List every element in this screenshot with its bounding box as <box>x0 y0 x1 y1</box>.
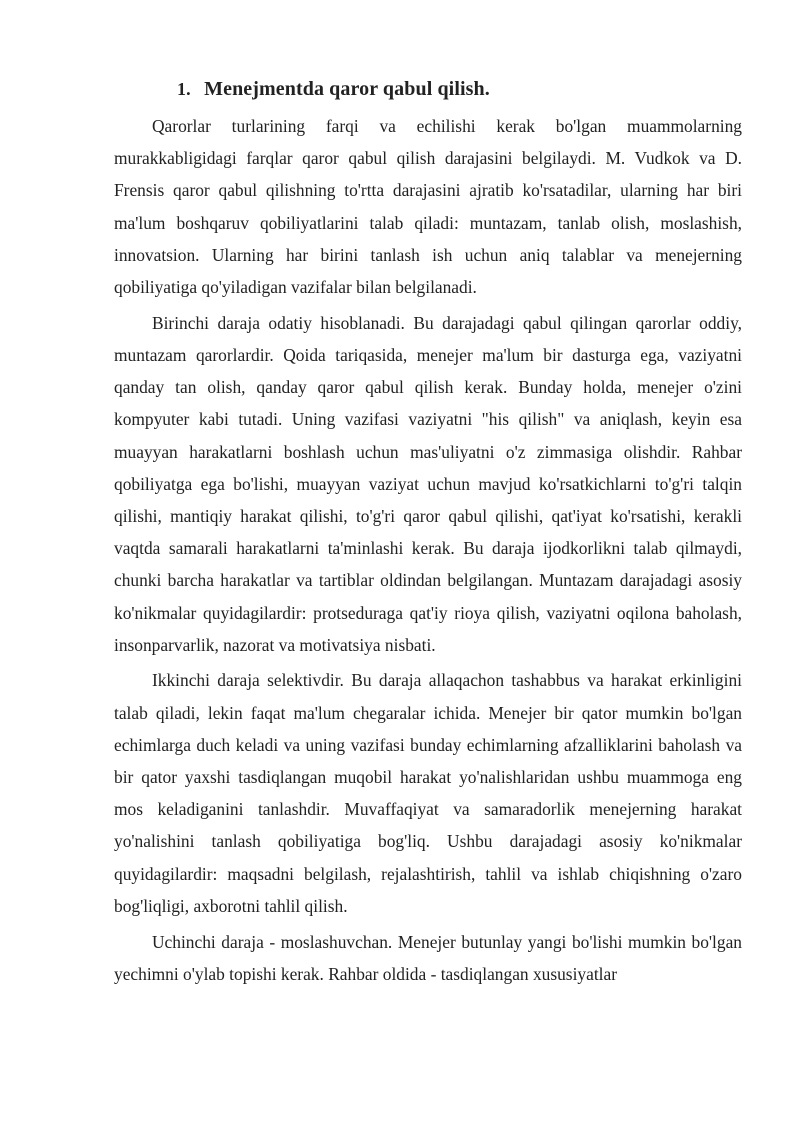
section-number: 1. <box>177 79 191 99</box>
paragraph-second-level: Ikkinchi daraja selektivdir. Bu daraja allaqachon tashabbus va harakat erkinligini talab qiladi, lekin faqat ma'lum chegaralar ichida. Menejer bir qator mumkin bo'lgan echimlarga duch keladi va uning vazifasi bunday echimlarning afzalliklarini baholash va bir qator yaxshi tasdiqlangan muqobil harakat yo'nalishlaridan ushbu muammoga eng mos keladiganini tanlashdir. Muvaffaqiyat va samaradorlik menejerning harakat yo'nalishini tanlash qobiliyatiga bog'liq. Ushbu darajadagi asosiy ko'nikmalar quyidagilardir: maqsadni belgilash, rejalashtirish, tahlil va ishlab chiqishning o'zaro bog'liqligi, axborotni tahlil qilish. <box>114 670 742 916</box>
paragraph-decision-levels: Qarorlar turlarining farqi va echilishi kerak bo'lgan muammolarning murakkabligidagi farqlar qaror qabul qilish darajasini belgilaydi. M. Vudkok va D. Frensis qaror qabul qilishning to'rtta darajasini ajratib ko'rsatadilar, ularning har biri ma'lum boshqaruv qobiliyatlarini talab qiladi: muntazam, tanlab olish, moslashish, innovatsion. Ularning har birini tanlash ish uchun aniq talablar va menejerning qobiliyatiga qo'yiladigan vazifalar bilan belgilanadi. <box>114 116 742 298</box>
paragraph-third-level: Uchinchi daraja - moslashuvchan. Menejer butunlay yangi bo'lishi mumkin bo'lgan yechimni o'ylab topishi kerak. Rahbar oldida - tasdiqlangan xususiyatlar <box>114 931 742 984</box>
section-title: Menejmentda qaror qabul qilish. <box>204 78 490 100</box>
section-heading <box>177 74 490 104</box>
body-text <box>114 110 742 993</box>
paragraph-first-level: Birinchi daraja odatiy hisoblanadi. Bu darajadagi qabul qilingan qarorlar oddiy, muntazam qarorlardir. Qoida tariqasida, menejer ma'lum bir dasturga ega, vaziyatni qanday tan olish, qanday qaror qabul qilish kerak. Bunday holda, menejer o'zini kompyuter kabi tutadi. Uning vazifasi vaziyatni "his qilish" va aniqlash, keyin esa muayyan harakatlarni boshlash uchun mas'uliyatni o'z zimmasiga olishdir. Rahbar qobiliyatga ega bo'lishi, muayyan vaziyat uchun mavjud ko'rsatkichlarni to'g'ri talqin qilishi, mantiqiy harakat qilishi, to'g'ri qaror qabul qilishi, qat'iyat ko'rsatishi, kerakli vaqtda samarali harakatlarni ta'minlashi kerak. Bu daraja ijodkorlikni talab qilmaydi, chunki barcha harakatlar va tartiblar oldindan belgilangan. Muntazam darajadagi asosiy ko'nikmalar quyidagilardir: protseduraga qat'iy rioya qilish, vaziyatni oqilona baholash, insonparvarlik, nazorat va motivatsiya nisbati. <box>114 312 742 655</box>
